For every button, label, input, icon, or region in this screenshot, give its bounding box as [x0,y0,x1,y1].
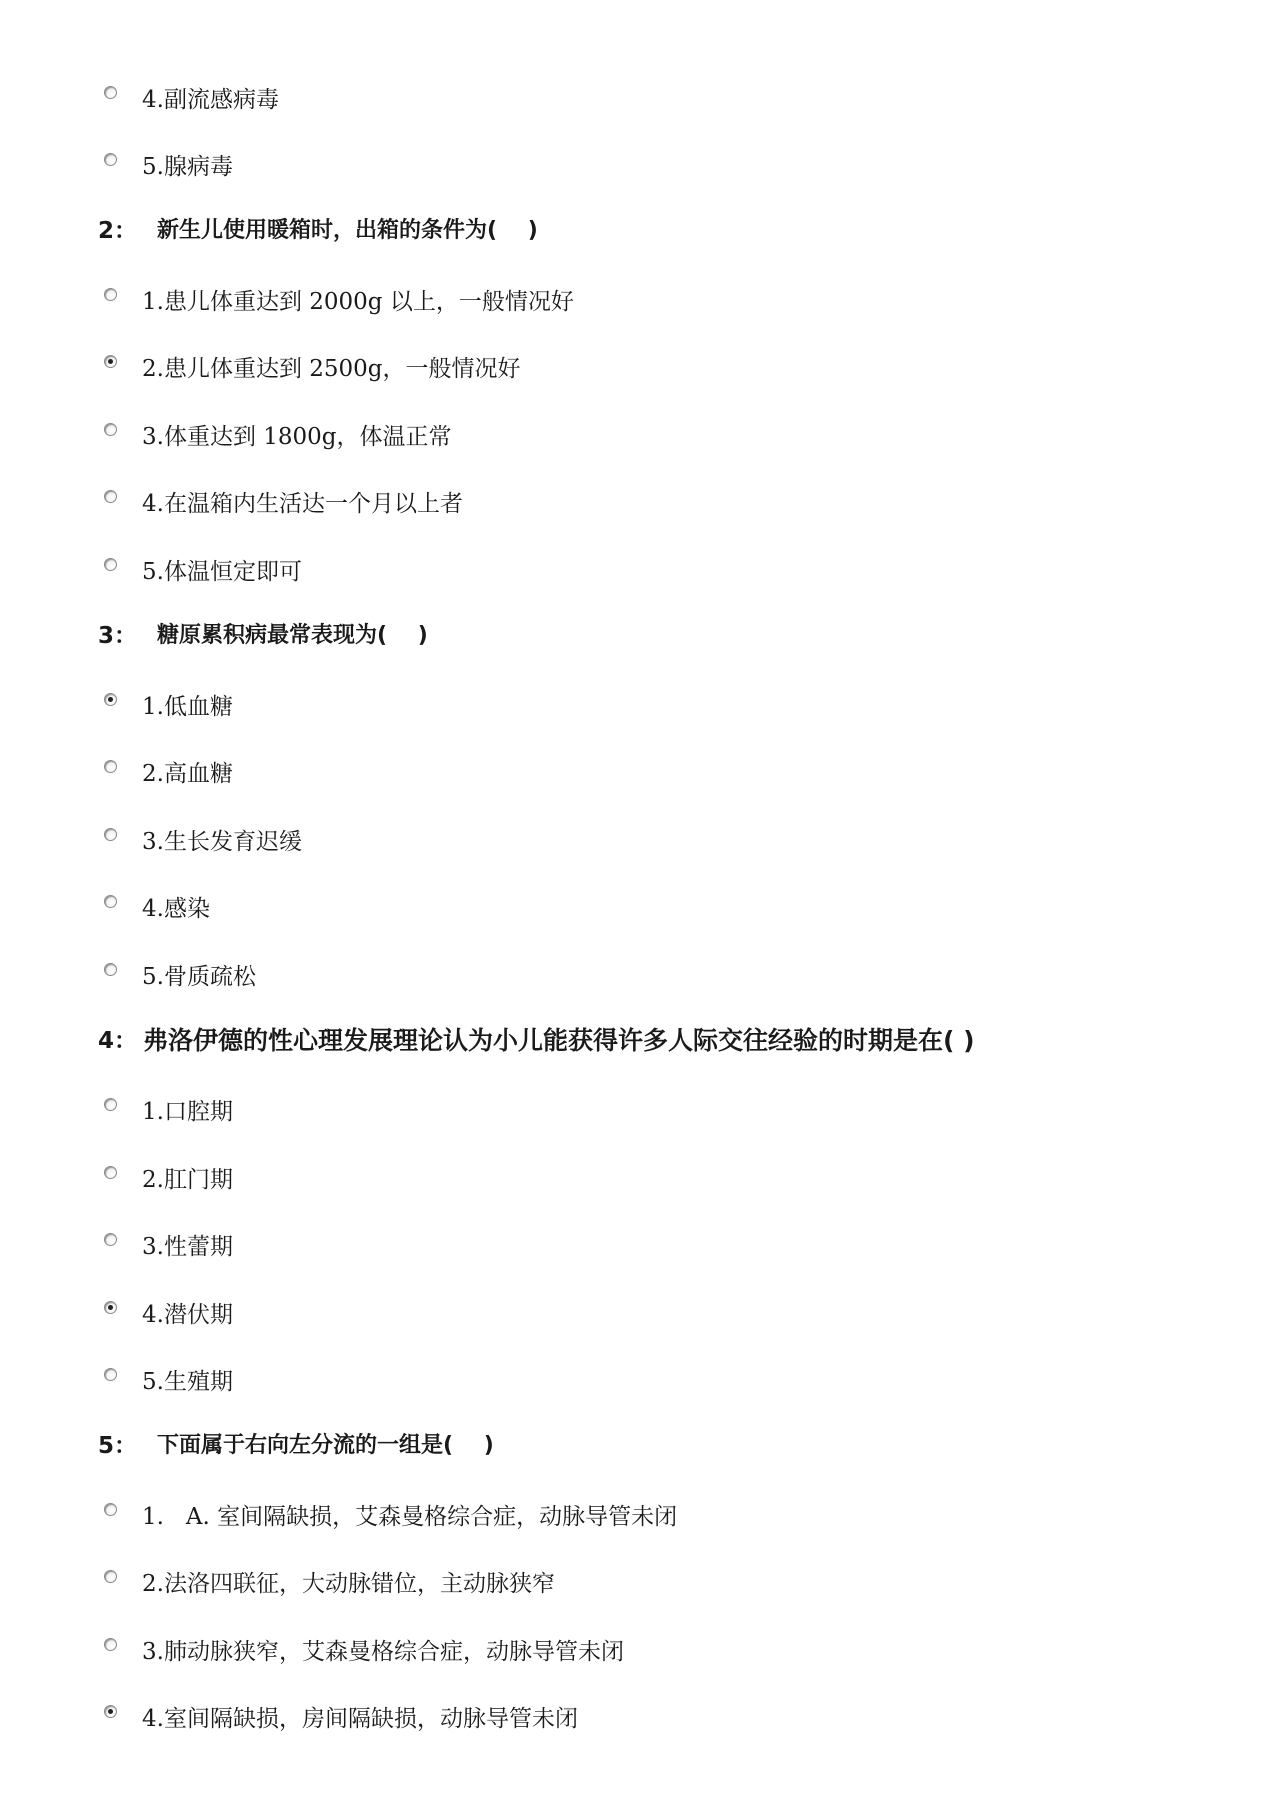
option-q3-5[interactable] [0,957,1280,997]
question-text: 新生儿使用暖箱时，出箱的条件为( ) [157,218,538,243]
option-q5-1[interactable] [0,1497,1280,1537]
question-number: 2： [98,218,138,244]
question-number: 4： [98,1028,138,1054]
option-label[interactable]: 3.体重达到 1800g，体温正常 [142,424,452,450]
option-q5-2[interactable] [0,1564,1280,1604]
option-label[interactable]: 1.低血糖 [142,694,233,720]
option-q4-2[interactable] [0,1160,1280,1200]
radio-button-icon[interactable] [104,1368,117,1381]
option-q5-4[interactable] [0,1699,1280,1739]
radio-button-icon[interactable] [104,1166,117,1179]
radio-button-checked-icon[interactable] [104,693,117,706]
question-text: 弗洛伊德的性心理发展理论认为小儿能获得许多人际交往经验的时期是在( ) [143,1026,975,1055]
option-label[interactable]: 2.患儿体重达到 2500g，一般情况好 [142,356,521,382]
radio-button-icon[interactable] [104,86,117,99]
option-label[interactable]: 3.性蕾期 [142,1234,233,1260]
radio-button-icon[interactable] [104,760,117,773]
option-q2-1[interactable] [0,282,1280,322]
option-label[interactable]: 2.法洛四联征，大动脉错位，主动脉狭窄 [142,1571,555,1597]
radio-button-icon[interactable] [104,895,117,908]
radio-button-icon[interactable] [104,558,117,571]
option-label[interactable]: 5.生殖期 [142,1369,233,1395]
question-5 [0,1424,1280,1468]
question-2 [0,209,1280,253]
radio-button-icon[interactable] [104,153,117,166]
radio-button-checked-icon[interactable] [104,1301,117,1314]
option-q2-3[interactable] [0,417,1280,457]
radio-button-icon[interactable] [104,963,117,976]
option-q2-2[interactable] [0,349,1280,389]
radio-button-checked-icon[interactable] [104,355,117,368]
question-number: 3： [98,623,138,649]
option-label[interactable]: 2.肛门期 [142,1167,233,1193]
option-label[interactable]: 1. A. 室间隔缺损，艾森曼格综合症，动脉导管未闭 [142,1504,678,1530]
question-4 [0,1019,1280,1063]
option-q3-2[interactable] [0,754,1280,794]
option-q3-1[interactable] [0,687,1280,727]
option-q1-4[interactable] [0,80,1280,120]
option-q2-5[interactable] [0,552,1280,592]
option-label[interactable]: 3.肺动脉狭窄，艾森曼格综合症，动脉导管未闭 [142,1639,624,1665]
option-label[interactable]: 4.在温箱内生活达一个月以上者 [142,491,463,517]
option-label[interactable]: 4.副流感病毒 [142,87,279,113]
option-q5-3[interactable] [0,1632,1280,1672]
option-label[interactable]: 5.骨质疏松 [142,964,256,990]
radio-button-icon[interactable] [104,1570,117,1583]
radio-button-icon[interactable] [104,1233,117,1246]
option-label[interactable]: 4.潜伏期 [142,1302,233,1328]
radio-button-icon[interactable] [104,1638,117,1651]
question-3 [0,614,1280,658]
option-q2-4[interactable] [0,484,1280,524]
option-q3-4[interactable] [0,889,1280,929]
radio-button-icon[interactable] [104,1098,117,1111]
radio-button-icon[interactable] [104,828,117,841]
option-label[interactable]: 5.腺病毒 [142,154,233,180]
option-label[interactable]: 1.患儿体重达到 2000g 以上，一般情况好 [142,289,574,315]
option-q1-5[interactable] [0,147,1280,187]
option-label[interactable]: 3.生长发育迟缓 [142,829,302,855]
radio-button-icon[interactable] [104,490,117,503]
question-number: 5： [98,1433,138,1459]
radio-button-checked-icon[interactable] [104,1705,117,1718]
option-q3-3[interactable] [0,822,1280,862]
option-label[interactable]: 4.感染 [142,896,210,922]
option-label[interactable]: 5.体温恒定即可 [142,559,302,585]
radio-button-icon[interactable] [104,423,117,436]
radio-button-icon[interactable] [104,1503,117,1516]
option-label[interactable]: 2.高血糖 [142,761,233,787]
radio-button-icon[interactable] [104,288,117,301]
option-q4-4[interactable] [0,1295,1280,1335]
question-text: 糖原累积病最常表现为( ) [157,623,428,648]
option-q4-5[interactable] [0,1362,1280,1402]
question-text: 下面属于右向左分流的一组是( ) [157,1433,494,1458]
option-label[interactable]: 4.室间隔缺损，房间隔缺损，动脉导管未闭 [142,1706,578,1732]
option-q4-1[interactable] [0,1092,1280,1132]
option-label[interactable]: 1.口腔期 [142,1099,233,1125]
option-q4-3[interactable] [0,1227,1280,1267]
